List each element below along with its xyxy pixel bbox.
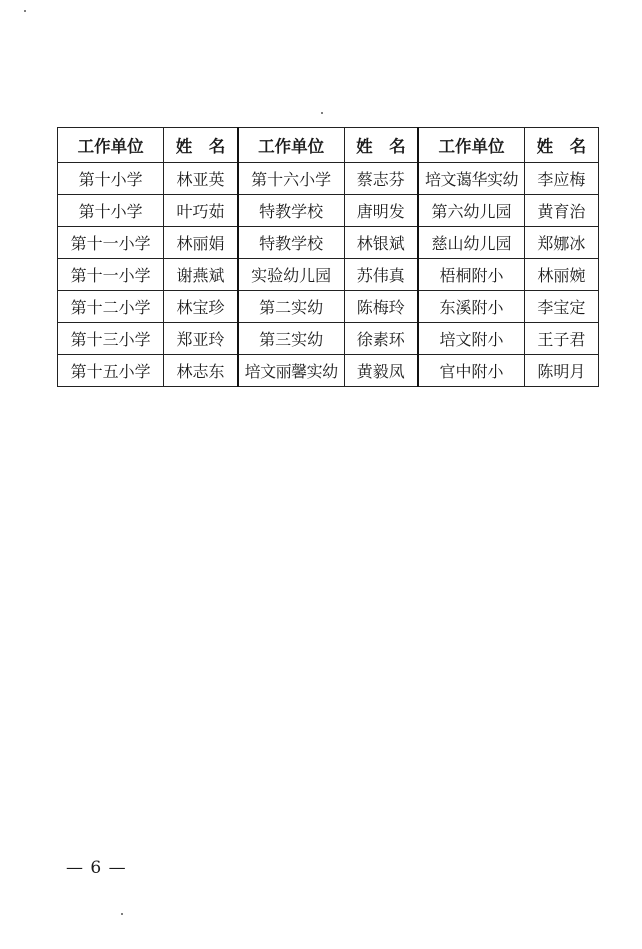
person-name-cell: 李应梅 [524, 163, 598, 195]
work-unit-cell: 第十一小学 [58, 259, 164, 291]
person-name-cell: 林亚英 [164, 163, 238, 195]
scan-speck [121, 913, 123, 915]
page-number: — 6 — [66, 858, 127, 878]
person-name-cell: 林志东 [164, 355, 238, 387]
person-name-cell: 郑亚玲 [164, 323, 238, 355]
work-unit-cell: 培文蔼华实幼 [418, 163, 524, 195]
header-name: 姓 名 [524, 128, 598, 163]
header-name: 姓 名 [344, 128, 418, 163]
person-name-cell: 徐素环 [344, 323, 418, 355]
work-unit-cell: 第十小学 [58, 163, 164, 195]
person-name-cell: 陈明月 [524, 355, 598, 387]
work-unit-cell: 第三实幼 [238, 323, 344, 355]
work-unit-cell: 东溪附小 [418, 291, 524, 323]
work-unit-cell: 第十小学 [58, 195, 164, 227]
staff-roster-table [57, 127, 599, 387]
person-name-cell: 李宝定 [524, 291, 598, 323]
work-unit-cell: 第十五小学 [58, 355, 164, 387]
header-name: 姓 名 [164, 128, 238, 163]
person-name-cell: 王子君 [524, 323, 598, 355]
work-unit-cell: 第二实幼 [238, 291, 344, 323]
work-unit-cell: 特教学校 [238, 227, 344, 259]
table-row [58, 259, 599, 291]
work-unit-cell: 第六幼儿园 [418, 195, 524, 227]
person-name-cell: 林丽娟 [164, 227, 238, 259]
table-row [58, 323, 599, 355]
person-name-cell: 黄毅凤 [344, 355, 418, 387]
person-name-cell: 谢燕斌 [164, 259, 238, 291]
person-name-cell: 叶巧茹 [164, 195, 238, 227]
table-row [58, 355, 599, 387]
work-unit-cell: 梧桐附小 [418, 259, 524, 291]
person-name-cell: 陈梅玲 [344, 291, 418, 323]
table-row [58, 163, 599, 195]
person-name-cell: 林银斌 [344, 227, 418, 259]
work-unit-cell: 特教学校 [238, 195, 344, 227]
work-unit-cell: 培文丽馨实幼 [238, 355, 344, 387]
work-unit-cell: 第十六小学 [238, 163, 344, 195]
person-name-cell: 林丽婉 [524, 259, 598, 291]
header-work-unit: 工作单位 [418, 128, 524, 163]
table-row [58, 195, 599, 227]
person-name-cell: 黄育治 [524, 195, 598, 227]
work-unit-cell: 第十二小学 [58, 291, 164, 323]
work-unit-cell: 实验幼儿园 [238, 259, 344, 291]
table-row [58, 291, 599, 323]
work-unit-cell: 官中附小 [418, 355, 524, 387]
table-row [58, 227, 599, 259]
work-unit-cell: 第十一小学 [58, 227, 164, 259]
scan-speck [321, 112, 323, 114]
work-unit-cell: 培文附小 [418, 323, 524, 355]
person-name-cell: 郑娜冰 [524, 227, 598, 259]
work-unit-cell: 第十三小学 [58, 323, 164, 355]
header-work-unit: 工作单位 [238, 128, 344, 163]
work-unit-cell: 慈山幼儿园 [418, 227, 524, 259]
header-work-unit: 工作单位 [58, 128, 164, 163]
person-name-cell: 蔡志芬 [344, 163, 418, 195]
scan-speck [24, 10, 26, 12]
table-header-row [58, 128, 599, 163]
person-name-cell: 唐明发 [344, 195, 418, 227]
person-name-cell: 苏伟真 [344, 259, 418, 291]
person-name-cell: 林宝珍 [164, 291, 238, 323]
